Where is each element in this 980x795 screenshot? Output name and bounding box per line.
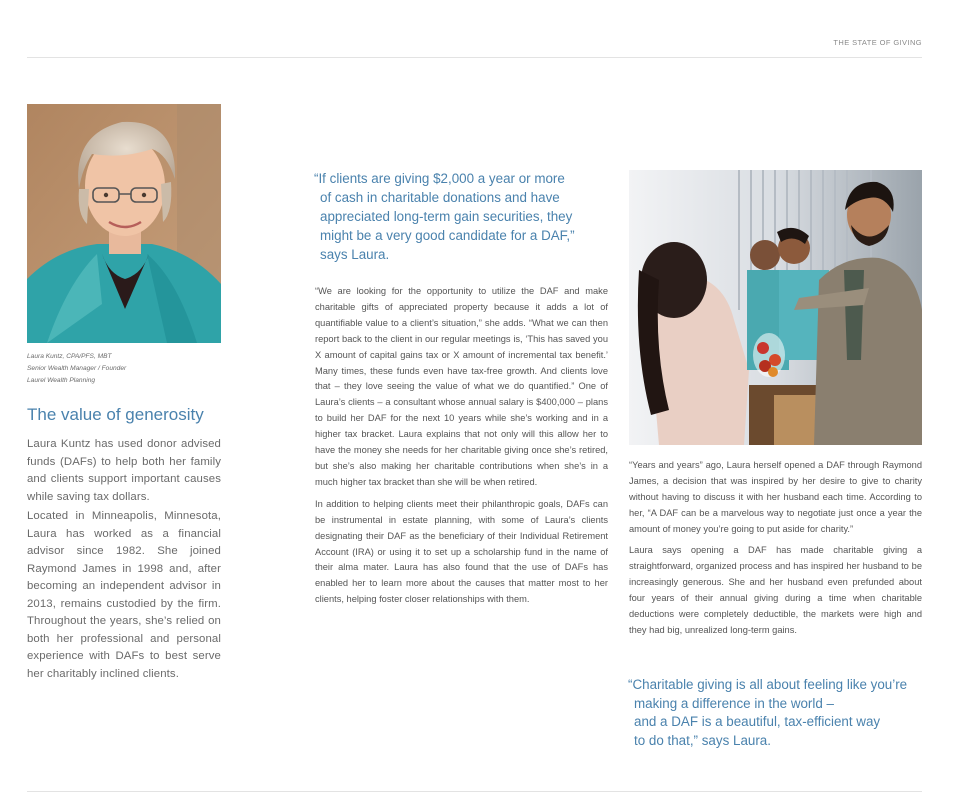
publication-section-label: THE STATE OF GIVING	[833, 38, 922, 47]
caption-title: Senior Wealth Manager / Founder	[27, 365, 127, 372]
section-heading: The value of generosity	[27, 405, 204, 424]
portrait-photo	[27, 104, 221, 343]
quote-line: appreciated long-term gain securities, they	[320, 209, 573, 224]
quote-line: says Laura.	[320, 247, 390, 262]
left-body-text	[27, 436, 221, 685]
header-divider	[27, 57, 922, 58]
middle-paragraph: “We are looking for the opportunity to utilize the DAF and make charitable gifts of appreciated property because it adds a lot of quantifiable value to a client’s situation,” she adds. “What we can then report back to the client in our regular meetings is, ‘This has saved you X amount of capital gains tax or X amount of incremental tax benefit.’ Many times, these funds even have tax-free growth. And clients love that – they love seeing the value of what we do quantified.” One of Laura’s clients – a consultant whose annual salary is $400,000 – plans to build her DAF for the next 10 years while she’s working and in a higher tax bracket. Laura explains that not only will this allow her to have the money she needs for her charitable giving once she’s retired, but she’s also making her charitable contributions when she’s in a much higher tax bracket than she will be when retired.	[315, 286, 608, 487]
left-paragraph: Laura Kuntz has used donor advised funds (DAFs) to help both her family and clients support important causes while saving tax dollars.	[27, 438, 221, 503]
footer-divider	[27, 791, 922, 792]
quote-line: “Charitable giving is all about feeling like you’re	[628, 677, 908, 692]
pull-quote-top	[314, 169, 575, 264]
quote-line: might be a very good candidate for a DAF,”	[320, 228, 575, 243]
middle-paragraph: In addition to helping clients meet their philanthropic goals, DAFs can be instrumental in estate planning, with some of Laura’s clients designating their DAF as the beneficiary of their Individual Retirement Account (IRA) or using it to set up a scholarship fund in the name of their alma mater. Laura has also found that the use of DAFs has enabled her to learn more about the causes that matter most to her clients, helping foster closer relationships with them.	[315, 498, 608, 605]
pull-quote-bottom	[628, 676, 907, 750]
middle-body-text	[315, 284, 608, 614]
quote-line: to do that,” says Laura.	[634, 732, 771, 748]
right-body-text	[629, 457, 922, 643]
left-paragraph: Located in Minneapolis, Minnesota, Laura has worked as a financial advisor since 1982. She joined Raymond James in 1998 and, after becoming an independent advisor in 2013, remains custodied by the firm. Throughout the years, she’s relied on both her professional and personal experience with DAFs to best serve her charitably inclined clients.	[27, 510, 221, 680]
caption-name: Laura Kuntz, CPA/PFS, MBT	[27, 353, 112, 360]
volunteers-photo	[629, 170, 922, 445]
caption-company: Laurel Wealth Planning	[27, 377, 96, 384]
quote-line: of cash in charitable donations and have	[320, 190, 560, 205]
quote-line: and a DAF is a beautiful, tax-efficient way	[634, 714, 881, 730]
right-paragraph: “Years and years” ago, Laura herself opened a DAF through Raymond James, a decision that was inspired by her desire to give to charity without having to discuss it with her husband each time. According to her, “A DAF can be a marvelous way to negotiate just once a year the amount of money you’re going to put aside for charity.”	[629, 460, 922, 534]
quote-line: making a difference in the world –	[634, 695, 834, 711]
portrait-caption	[27, 351, 227, 387]
right-paragraph: Laura says opening a DAF has made charitable giving a straightforward, organized process and has inspired her husband to be increasingly generous. She and her husband even prefunded about four years of their annual giving during a time when charitable deductions were completely deductible, the markets were high and they had big, unrealized long-term gains.	[629, 545, 922, 635]
quote-line: “If clients are giving $2,000 a year or more	[314, 171, 565, 186]
